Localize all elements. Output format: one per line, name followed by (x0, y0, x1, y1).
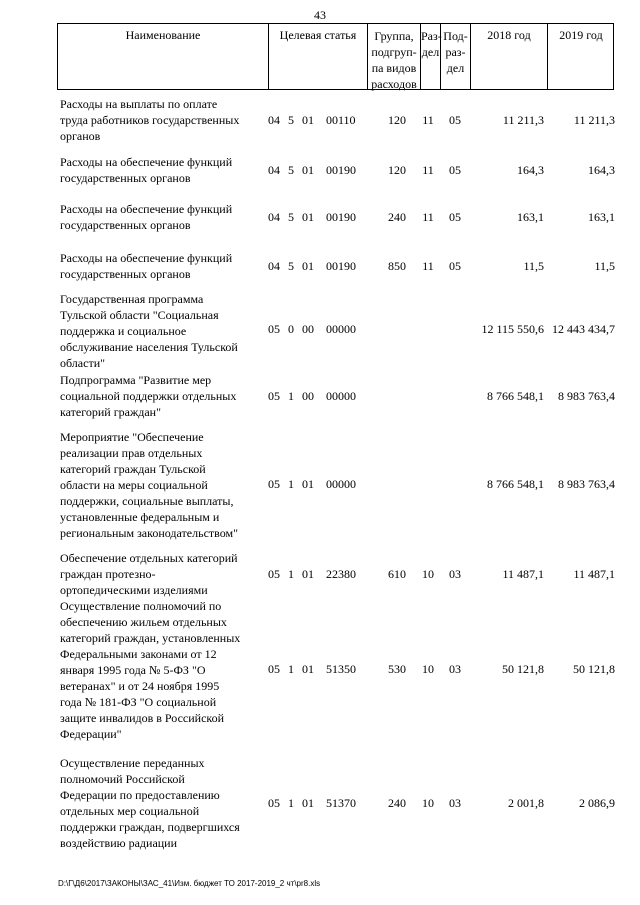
code-part-d: 00190 (326, 163, 356, 177)
row-name: Расходы на выплаты по оплате труда работников государственных органов (60, 97, 240, 143)
code-part-b: 1 (288, 662, 294, 676)
value-2018: 11,5 (523, 259, 544, 273)
podrazdel-code: 05 (449, 163, 461, 177)
code-part-a: 05 (268, 662, 280, 676)
code-part-c: 01 (302, 259, 314, 273)
row-name: Осуществление переданных полномочий Российской Федерации по предоставлению отдельных мер социальной поддержки граждан, подвергшихся воздействию радиации (60, 756, 240, 850)
value-2019: 12 443 434,7 (552, 322, 615, 336)
code-part-d: 00000 (326, 477, 356, 491)
razdel-code: 10 (422, 567, 434, 581)
podrazdel-code: 03 (449, 567, 461, 581)
code-part-b: 1 (288, 567, 294, 581)
value-2019: 2 086,9 (579, 796, 615, 810)
page-number: 43 (314, 8, 326, 22)
code-part-b: 1 (288, 796, 294, 810)
group-code: 850 (388, 259, 406, 273)
value-2018: 50 121,8 (502, 662, 544, 676)
code-part-a: 05 (268, 389, 280, 403)
header-podrazdel: Под- раз- дел (440, 24, 470, 89)
code-part-b: 1 (288, 389, 294, 403)
code-part-b: 0 (288, 322, 294, 336)
value-2018: 12 115 550,6 (481, 322, 544, 336)
row-name: Расходы на обеспечение функций государственных органов (60, 202, 233, 232)
code-part-a: 05 (268, 567, 280, 581)
code-part-c: 01 (302, 567, 314, 581)
value-2019: 11 487,1 (573, 567, 615, 581)
group-code: 120 (388, 163, 406, 177)
code-part-c: 00 (302, 389, 314, 403)
code-part-b: 5 (288, 259, 294, 273)
row-name: Мероприятие "Обеспечение реализации прав отдельных категорий граждан Тульской области на меры социальной поддержки, социальные выплаты, установленные федеральным и региональным законодательством" (60, 430, 238, 540)
code-part-b: 1 (288, 477, 294, 491)
value-2018: 11 487,1 (502, 567, 544, 581)
code-part-d: 00190 (326, 259, 356, 273)
code-part-c: 01 (302, 163, 314, 177)
code-part-d: 00000 (326, 322, 356, 336)
code-part-d: 00110 (326, 113, 356, 127)
code-part-c: 01 (302, 210, 314, 224)
group-code: 240 (388, 210, 406, 224)
row-name: Расходы на обеспечение функций государственных органов (60, 155, 233, 185)
value-2019: 8 983 763,4 (558, 389, 615, 403)
header-target: Целевая статья (268, 24, 367, 89)
table-header (57, 23, 614, 90)
row-name: Обеспечение отдельных категорий граждан протезно- ортопедическими изделиями (60, 551, 238, 597)
code-part-a: 04 (268, 163, 280, 177)
row-name: Государственная программа Тульской области "Социальная поддержка и социальное обслуживание населения Тульской области" (60, 292, 238, 370)
header-2018: 2018 год (470, 24, 547, 89)
value-2018: 8 766 548,1 (487, 477, 544, 491)
code-part-d: 00000 (326, 389, 356, 403)
code-part-d: 51370 (326, 796, 356, 810)
value-2018: 11 211,3 (502, 113, 544, 127)
podrazdel-code: 05 (449, 259, 461, 273)
code-part-a: 05 (268, 796, 280, 810)
row-name: Подпрограмма "Развитие мер социальной поддержки отдельных категорий граждан" (60, 373, 237, 419)
value-2018: 163,1 (517, 210, 544, 224)
value-2019: 163,1 (588, 210, 615, 224)
value-2019: 8 983 763,4 (558, 477, 615, 491)
podrazdel-code: 03 (449, 662, 461, 676)
value-2018: 8 766 548,1 (487, 389, 544, 403)
razdel-code: 11 (422, 163, 434, 177)
value-2018: 164,3 (517, 163, 544, 177)
value-2019: 50 121,8 (573, 662, 615, 676)
header-razdel: Раз- дел (420, 24, 440, 89)
code-part-d: 22380 (326, 567, 356, 581)
code-part-c: 00 (302, 322, 314, 336)
code-part-a: 04 (268, 259, 280, 273)
value-2019: 11,5 (594, 259, 615, 273)
code-part-b: 5 (288, 113, 294, 127)
code-part-a: 05 (268, 477, 280, 491)
razdel-code: 10 (422, 662, 434, 676)
code-part-a: 04 (268, 113, 280, 127)
code-part-a: 05 (268, 322, 280, 336)
code-part-c: 01 (302, 662, 314, 676)
podrazdel-code: 05 (449, 210, 461, 224)
code-part-d: 51350 (326, 662, 356, 676)
group-code: 610 (388, 567, 406, 581)
group-code: 240 (388, 796, 406, 810)
value-2019: 164,3 (588, 163, 615, 177)
row-name: Осуществление полномочий по обеспечению жильем отдельных категорий граждан, установленных Федеральными законами от 12 января 1995 года № 5-ФЗ "О ветеранах" и от 24 ноября 1995 года № 181-ФЗ "О социальной защите инвалидов в Российской Федерации" (60, 599, 241, 741)
header-2019: 2019 год (547, 24, 614, 89)
code-part-a: 04 (268, 210, 280, 224)
code-part-b: 5 (288, 163, 294, 177)
group-code: 530 (388, 662, 406, 676)
row-name: Расходы на обеспечение функций государственных органов (60, 251, 233, 281)
razdel-code: 11 (422, 210, 434, 224)
value-2019: 11 211,3 (573, 113, 615, 127)
header-group: Группа, подгруп- па видов расходов (367, 24, 420, 89)
code-part-c: 01 (302, 796, 314, 810)
code-part-c: 01 (302, 477, 314, 491)
code-part-c: 01 (302, 113, 314, 127)
group-code: 120 (388, 113, 406, 127)
code-part-d: 00190 (326, 210, 356, 224)
razdel-code: 11 (422, 259, 434, 273)
razdel-code: 11 (422, 113, 434, 127)
value-2018: 2 001,8 (508, 796, 544, 810)
file-path-footer: D:\Г\Д6\2017\ЗАКОНЫ\ЗАС_41\Изм. бюджет ТО 2017-2019_2 чт\pr8.xls (58, 879, 321, 888)
podrazdel-code: 05 (449, 113, 461, 127)
razdel-code: 10 (422, 796, 434, 810)
podrazdel-code: 03 (449, 796, 461, 810)
code-part-b: 5 (288, 210, 294, 224)
header-name: Наименование (125, 28, 201, 42)
